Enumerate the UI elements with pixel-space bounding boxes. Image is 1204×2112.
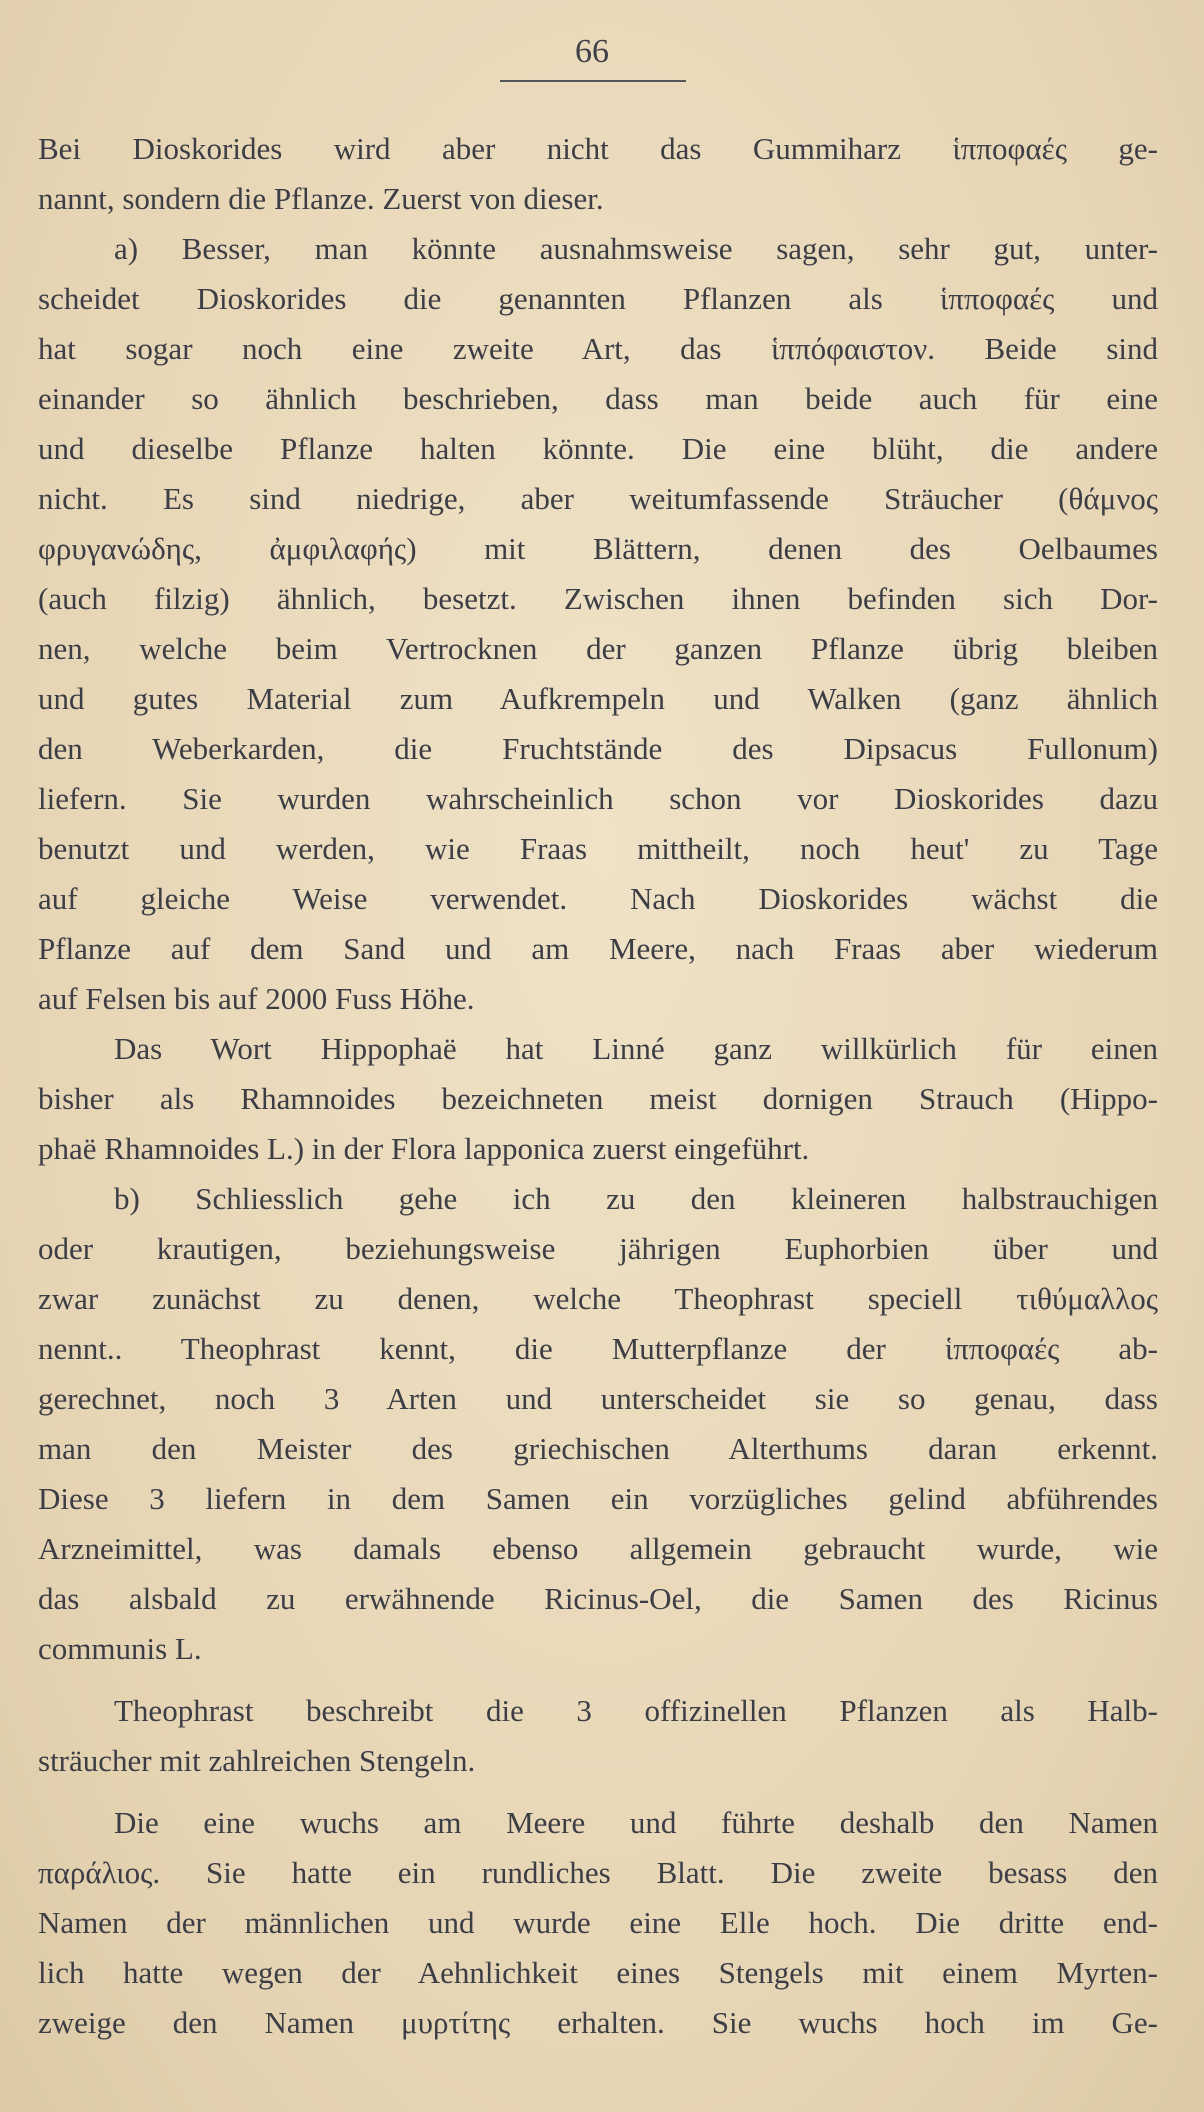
text-line: nannt, sondern die Pflanze. Zuerst von dieser. xyxy=(38,181,604,216)
text-line: Pflanze auf dem Sand und am Meere, nach Fraas aber wiederum xyxy=(38,931,1158,966)
text-line: benutzt und werden, wie Fraas mittheilt, noch heut' zu Tage xyxy=(38,831,1158,866)
text-line: Arzneimittel, was damals ebenso allgemein gebraucht wurde, wie xyxy=(38,1531,1158,1566)
text-line: φρυγανώδης, ἀμφιλαφής) mit Blättern, denen des Oelbaumes xyxy=(38,531,1158,566)
text-line: lich hatte wegen der Aehnlichkeit eines Stengels mit einem Myrten- xyxy=(38,1955,1158,1990)
text-line: zweige den Namen μυρτίτης erhalten. Sie wuchs hoch im Ge- xyxy=(38,2005,1158,2040)
text-line: auf gleiche Weise verwendet. Nach Dioskorides wächst die xyxy=(38,881,1158,916)
text-line: Theophrast beschreibt die 3 offizinellen Pflanzen als Halb- xyxy=(114,1693,1158,1728)
text-line: den Weberkarden, die Fruchtstände des Dipsacus Fullonum) xyxy=(38,731,1158,766)
text-line: und gutes Material zum Aufkrempeln und Walken (ganz ähnlich xyxy=(38,681,1158,716)
text-line: nen, welche beim Vertrocknen der ganzen Pflanze übrig bleiben xyxy=(38,631,1158,666)
text-line: Bei Dioskorides wird aber nicht das Gummiharz ἱπποφαές ge- xyxy=(38,131,1158,166)
text-line: zwar zunächst zu denen, welche Theophrast speciell τιθύμαλλος xyxy=(38,1281,1158,1316)
text-line: sträucher mit zahlreichen Stengeln. xyxy=(38,1743,476,1778)
paragraph-gap xyxy=(38,1786,1158,1798)
text-line: a) Besser, man könnte ausnahmsweise sagen, sehr gut, unter- xyxy=(114,231,1158,266)
body-text xyxy=(38,124,1158,2048)
text-line: das alsbald zu erwähnende Ricinus-Oel, die Samen des Ricinus xyxy=(38,1581,1158,1616)
text-line: b) Schliesslich gehe ich zu den kleineren halbstrauchigen xyxy=(114,1181,1158,1216)
text-line: man den Meister des griechischen Alterthums daran erkennt. xyxy=(38,1431,1158,1466)
text-line: nicht. Es sind niedrige, aber weitumfassende Sträucher (θάμνος xyxy=(38,481,1158,516)
text-line: und dieselbe Pflanze halten könnte. Die eine blüht, die andere xyxy=(38,431,1158,466)
header-rule xyxy=(500,80,686,82)
text-line: nennt.. Theophrast kennt, die Mutterpflanze der ἱπποφαές ab- xyxy=(38,1331,1158,1366)
text-line: gerechnet, noch 3 Arten und unterscheidet sie so genau, dass xyxy=(38,1381,1158,1416)
text-line: bisher als Rhamnoides bezeichneten meist dornigen Strauch (Hippo- xyxy=(38,1081,1158,1116)
text-line: scheidet Dioskorides die genannten Pflanzen als ἱπποφαές und xyxy=(38,281,1158,316)
text-line: auf Felsen bis auf 2000 Fuss Höhe. xyxy=(38,981,475,1016)
text-line: phaë Rhamnoides L.) in der Flora lapponica zuerst eingeführt. xyxy=(38,1131,810,1166)
page-number: 66 xyxy=(575,33,609,70)
text-line: παράλιος. Sie hatte ein rundliches Blatt. Die zweite besass den xyxy=(38,1855,1158,1890)
text-line: Das Wort Hippophaë hat Linné ganz willkürlich für einen xyxy=(114,1031,1158,1066)
text-line: Die eine wuchs am Meere und führte deshalb den Namen xyxy=(114,1805,1158,1840)
paragraph-gap xyxy=(38,1674,1158,1686)
text-line: liefern. Sie wurden wahrscheinlich schon vor Dioskorides dazu xyxy=(38,781,1158,816)
text-line: hat sogar noch eine zweite Art, das ἱππόφαιστον. Beide sind xyxy=(38,331,1158,366)
text-line: Diese 3 liefern in dem Samen ein vorzügliches gelind abführendes xyxy=(38,1481,1158,1516)
text-line: oder krautigen, beziehungsweise jährigen Euphorbien über und xyxy=(38,1231,1158,1266)
text-line: communis L. xyxy=(38,1631,202,1666)
text-line: Namen der männlichen und wurde eine Elle hoch. Die dritte end- xyxy=(38,1905,1158,1940)
text-line: (auch filzig) ähnlich, besetzt. Zwischen ihnen befinden sich Dor- xyxy=(38,581,1158,616)
text-line: einander so ähnlich beschrieben, dass man beide auch für eine xyxy=(38,381,1158,416)
